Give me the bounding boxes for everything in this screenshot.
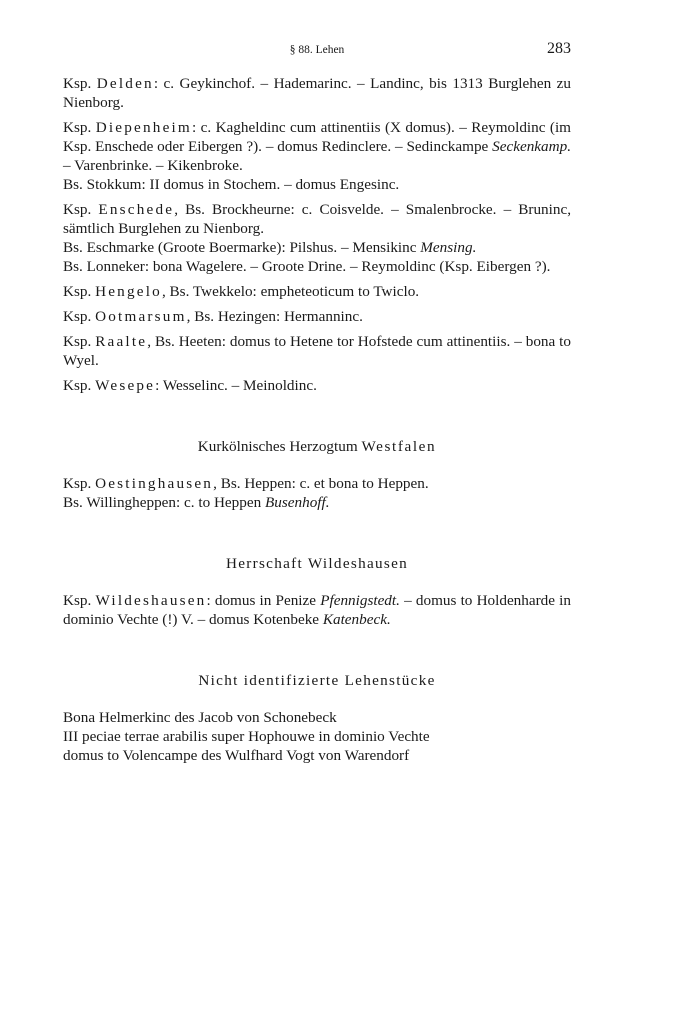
place-name: Raalte — [95, 333, 148, 350]
place-name: Diepenheim — [95, 119, 192, 136]
place-name: Hengelo — [95, 283, 162, 300]
entry-eschmarke — [63, 238, 571, 257]
entry-raalte — [63, 332, 571, 370]
entry-text: , Bs. Heppen: c. et bona to Heppen. — [213, 475, 429, 492]
entry-delden — [63, 74, 571, 112]
heading-text-spaced: Westfalen — [361, 438, 437, 455]
section-heading-wildeshausen: Herrschaft Wildeshausen — [225, 555, 409, 572]
ksp-label: Ksp. — [63, 308, 92, 325]
place-name: Wesepe — [95, 377, 156, 394]
running-title: § 88. Lehen — [289, 44, 345, 56]
entry-willingheppen — [63, 493, 571, 512]
list-item: domus to Volencampe des Wulfhard Vogt von Warendorf — [63, 747, 410, 764]
list-item: III peciae terrae arabilis super Hophouwe in dominio Vechte — [63, 728, 430, 745]
ksp-label: Ksp. — [63, 119, 92, 136]
ksp-label: Ksp. — [63, 75, 92, 92]
ksp-label: Ksp. — [63, 475, 92, 492]
entry-stokkum: Bs. Stokkum: II domus in Stochem. – domus Engesinc. — [63, 176, 400, 193]
list-item: Bona Helmerkinc des Jacob von Schonebeck — [63, 709, 337, 726]
entry-enschede — [63, 200, 571, 238]
entry-text: , Bs. Brockheurne: c. Coisvelde. – Smalenbrocke. – Bruninc, sämtlich Burglehen zu Nienborg. — [63, 201, 571, 237]
entry-ootmarsum — [63, 307, 571, 326]
entry-text: , Bs. Twekkelo: empheteoticum to Twiclo. — [161, 283, 420, 300]
entry-text: Bs. Willingheppen: c. to Heppen — [63, 494, 265, 511]
entry-text: , Bs. Hezingen: Hermanninc. — [186, 308, 363, 325]
place-name: Ootmarsum — [95, 308, 187, 325]
entry-italic: Mensing. — [420, 239, 477, 256]
entry-italic: Pfennigstedt. — [320, 592, 400, 609]
running-head — [63, 40, 571, 62]
entry-italic: Katenbeck. — [322, 611, 391, 628]
entry-text: : c. Geykinchof. – Hademarinc. – Landinc, bis 1313 Burglehen zu Nienborg. — [63, 75, 571, 111]
page-number: 283 — [547, 40, 571, 57]
entry-text: – domus to Holdenharde in dominio Vechte (!) V. – domus Kotenbeke — [63, 592, 571, 628]
ksp-label: Ksp. — [63, 283, 92, 300]
section-heading-unidentified: Nicht identifizierte Lehenstücke — [198, 672, 436, 689]
entry-text: – Varenbrinke. – Kikenbroke. — [63, 157, 243, 174]
ksp-label: Ksp. — [63, 201, 92, 218]
entry-text: , Bs. Heeten: domus to Hetene tor Hofstede cum attinentiis. – bona to Wyel. — [63, 333, 572, 369]
document-page — [63, 40, 571, 765]
place-name: Enschede — [98, 201, 175, 218]
place-name: Delden — [96, 75, 154, 92]
entry-hengelo — [63, 282, 571, 301]
ksp-label: Ksp. — [63, 592, 92, 609]
heading-text: Kurkölnisches Herzogtum — [197, 438, 362, 455]
entry-italic: Busenhoff. — [265, 494, 330, 511]
section-heading-westfalen — [63, 437, 571, 456]
entry-wildeshausen — [63, 591, 571, 629]
entry-italic: Seckenkamp. — [492, 138, 571, 155]
entry-text: : domus in Penize — [206, 592, 321, 609]
entry-oestinghausen — [63, 474, 571, 493]
ksp-label: Ksp. — [63, 377, 92, 394]
entry-text: : c. Kagheldinc cum attinentiis (X domus). – Reymoldinc (im Ksp. Enschede oder Eibergen ?). – domus Redinclere. – Sedinckampe — [63, 119, 571, 155]
entry-text: Bs. Eschmarke (Groote Boermarke): Pilshus. – Mensikinc — [63, 239, 421, 256]
entry-lonneker: Bs. Lonneker: bona Wagelere. – Groote Drine. – Reymoldinc (Ksp. Eibergen ?). — [63, 258, 551, 275]
unidentified-list — [63, 708, 571, 765]
entry-text: : Wesselinc. – Meinoldinc. — [155, 377, 317, 394]
entry-diepenheim — [63, 118, 571, 175]
place-name: Oestinghausen — [95, 475, 214, 492]
ksp-label: Ksp. — [63, 333, 92, 350]
place-name: Wildeshausen — [95, 592, 207, 609]
entry-wesepe — [63, 376, 571, 395]
